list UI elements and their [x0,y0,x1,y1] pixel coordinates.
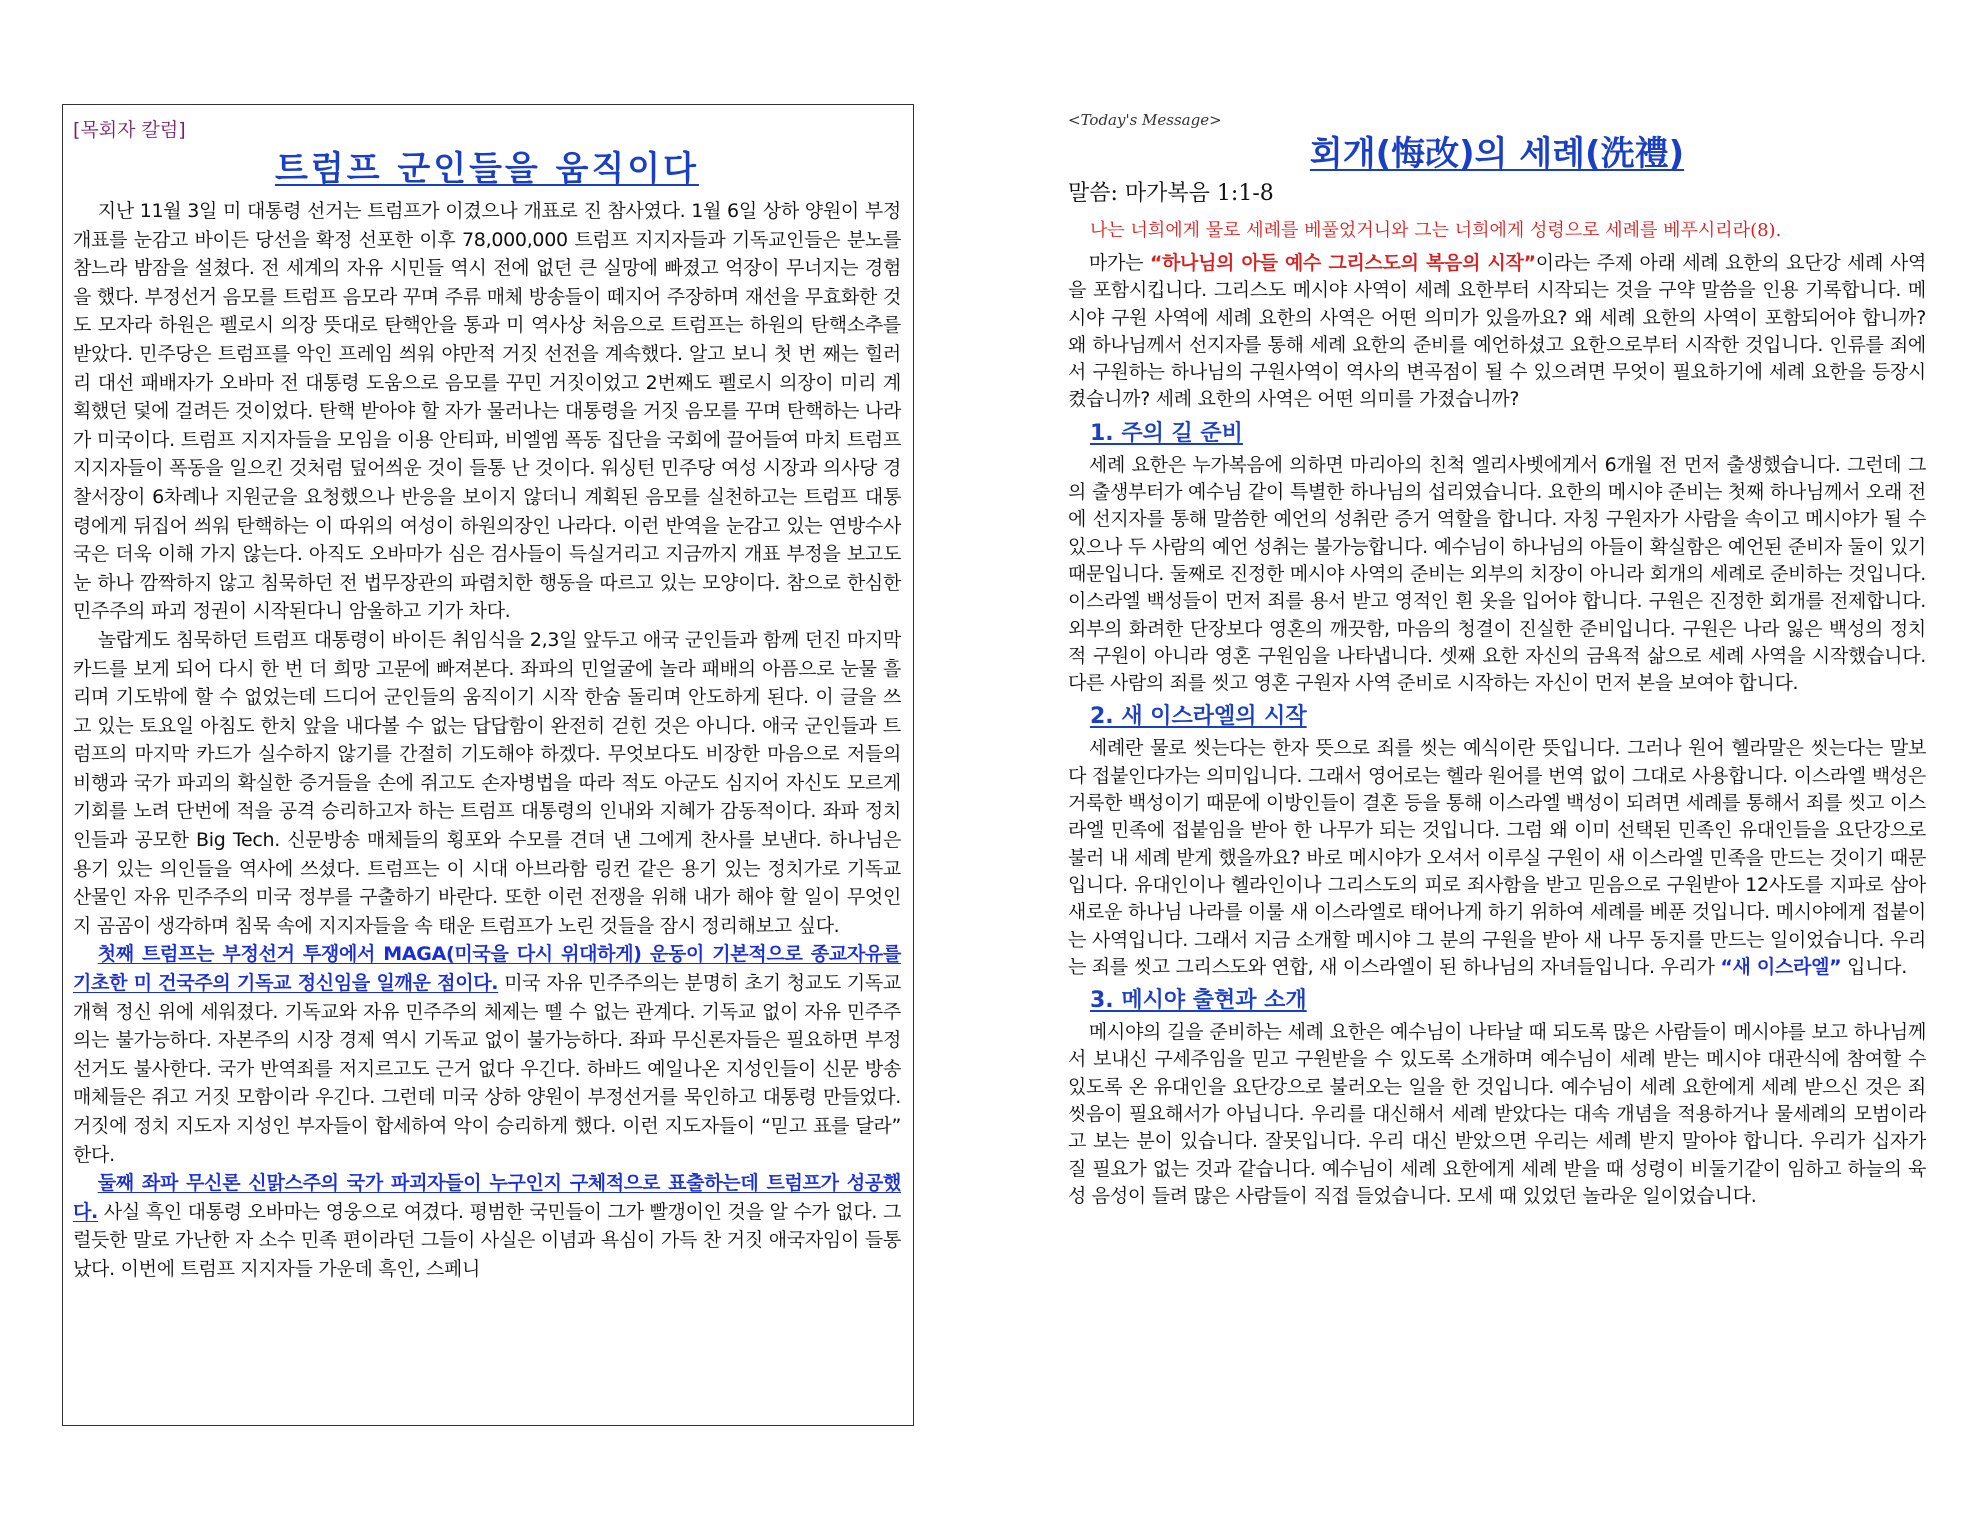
sermon-title: 회개(悔改)의 세례(洗禮) [1309,134,1685,174]
column-tag: [목회자 칼럼] [73,119,186,141]
column-paragraph-2: 놀랍게도 침묵하던 트럼프 대통령이 바이든 취임식을 2,3일 앞두고 애국 군인들과 함께 던진 마지막 카드를 보게 되어 다시 한 번 더 희망 고문에 빠져본다. 좌파의 민얼굴에 놀라 패배의 아픔으로 눈물 흘리며 기도밖에 할 수 없었는데 드디어 군인들의 움직이기 시작 한숨 돌리며 안도하게 된다. 이 글을 쓰고 있는 토요일 아침도 한치 앞을 내다볼 수 없는 답답함이 완전히 걷힌 것은 아니다. 애국 군인들과 트럼프의 마지막 카드가 실수하지 않기를 간절히 기도해야 하겠다. 무엇보다도 비장한 마음으로 저들의 비행과 국가 파괴의 확실한 증거들을 손에 쥐고도 손자병법을 따라 적도 아군도 심지어 자신도 모르게 기회를 노려 단번에 적을 공격 승리하고자 하는 트럼프 대통령의 인내와 지혜가 감동적이다. 좌파 정치인들과 공모한 Big Tech. 신문방송 매체들의 횡포와 수모를 견뎌 낸 그에게 찬사를 보낸다. 하나님은 용기 있는 의인들을 역사에 쓰셨다. 트럼프는 이 시대 아브라함 링컨 같은 용기 있는 정치가로 기독교 산물인 자유 민주주의 미국 정부를 구출하기 바란다. 또한 이런 전쟁을 위해 내가 해야 할 일이 무엇인지 곰곰이 생각하며 침묵 속에 지지자들을 속 태운 트럼프가 노린 것들을 잠시 정리해보고 싶다. [73,628,901,937]
second-point-highlight: 둘째 좌파 무신론 신맑스주의 국가 파괴자들이 누구인지 구체적으로 표출하는데 트럼프가 성공했다. [73,1172,901,1223]
section-3-body: 메시야의 길을 준비하는 세례 요한은 예수님이 나타날 때 되도록 많은 사람들이 메시야를 보고 하나님께서 보내신 구세주임을 믿고 구원받을 수 있도록 소개하며 예수님이 세례 받는 메시야 대관식에 참여할 수 있도록 온 유대인을 요단강으로 불러오는 일을 한 것입니다. 예수님이 세례 요한에게 세례 받으신 것은 죄 씻음이 필요해서가 아닙니다. 우리를 대신해서 세례 받았다는 대속 개념을 적용하거나 물세례의 모범이라고 보는 분이 있습니다. 잘못입니다. 우리 대신 받았으면 우리는 세례 받지 말아야 합니다. 우리가 십자가 질 필요가 없는 것과 같습니다. 예수님이 세례 요한에게 세례 받을 때 성령이 비둘기같이 임하고 하늘의 육성 음성이 들려 많은 사람들이 직접 들었습니다. 모세 때 있었던 놀라운 일이었습니다. [1068,1021,1926,1207]
section-2-text-a: 세례란 물로 씻는다는 한자 뜻으로 죄를 씻는 예식이란 뜻입니다. 그러나 원어 헬라말은 씻는다는 말보다 접붙인다가는 의미입니다. 그래서 영어로는 헬라 원어를 번역 없이 그대로 사용합니다. 이스라엘 백성은 거룩한 백성이기 때문에 이방인들이 결혼 등을 통해 이스라엘 백성이 되려면 세례를 통해서 죄를 씻고 이스라엘 민족에 접붙임을 받아 한 나무가 되는 것입니다. 그럼 왜 이미 선택된 민족인 유대인들을 요단강으로 불러 내 세례 받게 했을까요? 바로 메시야가 오셔서 이루실 구원이 새 이스라엘 민족을 만드는 것이기 때문입니다. 유대인이나 헬라인이나 그리스도의 피로 죄사함을 받고 믿음으로 구원받아 12사도를 지파로 삼아 새로운 하나님 나라를 이룰 새 이스라엘로 태어나게 하기 위하여 세례를 베푼 것입니다. 메시야에게 접붙이는 사역입니다. 그래서 지금 소개할 메시야 그 분의 구원을 받아 새 나무 동지를 만드는 일이었습니다. 우리는 죄를 씻고 그리스도와 연합, 새 이스라엘이 된 하나님의 자녀들입니다. 우리가 [1068,737,1926,978]
column-title: 트럼프 군인들을 움직이다 [275,149,699,189]
first-point-text: 미국 자유 민주주의는 분명히 초기 청교도 기독교 개혁 정신 위에 세워졌다. 기독교와 자유 민주주의 체제는 뗄 수 없는 관계다. 기독교 없이 자유 민주주의는 불가능하다. 자본주의 시장 경제 역시 기독교 없이 불가능하다. 좌파 무신론자들은 필요하면 부정선거도 불사한다. 국가 반역죄를 저지르고도 근거 없다 우긴다. 하바드 예일나온 지성인들이 신문 방송 매체들은 쥐고 거짓 모함이라 우긴다. 그런데 미국 상하 양원이 부정선거를 묵인하고 대통령 만들었다. 거짓에 정치 지도자 지성인 부자들이 합세하여 악이 승리하게 했다. 이런 지도자들이 “믿고 표를 달라” 한다. [73,972,901,1166]
second-point-text: 사실 흑인 대통령 오바마는 영웅으로 여겼다. 평범한 국민들이 그가 빨갱이인 것을 알 수가 없다. 그럴듯한 말로 가난한 자 소수 민족 편이라던 그들이 사실은 이념과 욕심이 가득 찬 거짓 애국자임이 들통 났다. 이번에 트럼프 지지자들 가운데 흑인, 스페니 [73,1200,901,1280]
section-3-heading: 3. 메시야 출현과 소개 [1090,988,1307,1014]
scripture-reference: 말씀: 마가복음 1:1-8 [1068,181,1274,206]
section-2-body [1068,735,1926,981]
intro-highlight: “하나님의 아들 예수 그리스도의 복음의 시작” [1149,252,1536,274]
column-paragraph-3 [73,940,901,1169]
column-paragraph-1: 지난 11월 3일 미 대통령 선거는 트럼프가 이겼으나 개표로 진 참사였다. 1월 6일 상하 양원이 부정개표를 눈감고 바이든 당선을 확정 선포한 이후 78,000,000 트럼프 지지자들과 기독교인들은 분노를 참느라 밤잠을 설쳤다. 전 세계의 자유 시민들 역시 전에 없던 큰 실망에 빠졌고 억장이 무너지는 경험을 했다. 부정선거 음모를 트럼프 음모라 꾸며 주류 매체 방송들이 떼지어 주장하며 재선을 무효화한 것도 모자라 하원은 펠로시 의장 뜻대로 탄핵안을 통과 미 역사상 처음으로 트럼프는 하원의 탄핵소추를 받았다. 민주당은 트럼프를 악인 프레임 씌워 야만적 거짓 선전을 계속했다. 알고 보니 첫 번 째는 힐러리 대선 패배자가 오바마 전 대통령 도움으로 음모를 꾸민 거짓이었고 2번째도 펠로시 의장이 미리 계획했던 덫에 걸려든 것이었다. 탄핵 받아야 할 자가 물러나는 대통령을 거짓 음모를 꾸며 탄핵하는 나라가 미국이다. 트럼프 지지자들을 모임을 이용 안티파, 비엘엠 폭동 집단을 국회에 끌어들여 마치 트럼프 지지자들이 폭동을 일으킨 것처럼 덮어씌운 것이 들통 난 것이다. 워싱턴 민주당 여성 시장과 의사당 경찰서장이 6차례나 지원군을 요청했으나 반응을 보이지 않더니 계획된 음모를 실천하고는 트럼프 대통령에게 뒤집어 씌워 탄핵하는 이 따위의 여성이 하원의장인 나라다. 이런 반역을 눈감고 있는 연방수사국은 더욱 이해 가지 않는다. 아직도 오바마가 심은 검사들이 득실거리고 지금까지 개표 부정을 보고도 눈 하나 깜짝하지 않고 침묵하던 전 법무장관의 파렴치한 행동을 따르고 있는 모양이다. 참으로 한심한 민주주의 파괴 정권이 시작된다니 암울하고 기가 차다. [73,200,901,623]
todays-message [1068,110,1926,1440]
message-tag: <Today's Message> [1068,111,1222,129]
first-point-highlight: 첫째 트럼프는 부정선거 투쟁에서 MAGA(미국을 다시 위대하게) 운동이 기본적으로 종교자유를 기초한 미 건국주의 기독교 정신임을 일깨운 점이다. [73,943,901,995]
section-1-body: 세례 요한은 누가복음에 의하면 마리아의 친척 엘리사벳에게서 6개월 전 먼저 출생했습니다. 그런데 그의 출생부터가 예수님 같이 특별한 하나님의 섭리였습니다. 요한의 메시야 준비는 첫째 하나님께서 오래 전에 선지자를 통해 말씀한 예언의 성취란 증거 역할을 합니다. 자칭 구원자가 사람을 속이고 메시야가 될 수 있으나 두 사람의 예언 성취는 불가능합니다. 예수님이 하나님의 아들이 확실함은 예언된 준비자 둘이 있기 때문입니다. 둘째로 진정한 메시야 사역의 준비는 외부의 치장이 아니라 회개의 세례로 준비하는 것입니다. 이스라엘 백성들이 먼저 죄를 용서 받고 영적인 흰 옷을 입어야 합니다. 구원은 진정한 회개를 전제합니다. 외부의 화려한 단장보다 영혼의 깨끗함, 마음의 청결이 진실한 준비입니다. 구원은 나라 잃은 백성의 정치적 구원이 아니라 영혼 구원임을 나타냅니다. 셋째 요한 자신의 금욕적 삶으로 세례 사역을 시작했습니다. 다른 사람의 죄를 씻고 영혼 구원자 사역 준비로 시작하는 자신이 먼저 본을 보여야 합니다. [1068,453,1926,695]
section-2-text-b: 입니다. [1841,955,1907,978]
sermon-intro [1068,250,1926,414]
new-israel-highlight: “새 이스라엘” [1720,955,1842,978]
intro-lead: 마가는 [1088,252,1150,274]
column-paragraph-4 [73,1169,901,1283]
section-2-heading: 2. 새 이스라엘의 시작 [1090,704,1307,730]
intro-body: 이라는 주제 아래 세례 요한의 요단강 세례 사역을 포함시킵니다. 그리스도 메시야 사역이 세례 요한부터 시작되는 것을 구약 말씀을 인용 기록합니다. 메시야 구원 사역에 세례 요한의 사역은 어떤 의미가 있을까요? 왜 세례 요한의 사역이 포함되어야 합니까? 왜 하나님께서 선지자를 통해 세례 요한의 준비를 예언하셨고 요한으로부터 시작한 것입니다. 인류를 죄에서 구원하는 하나님의 구원사역이 역사의 변곡점이 될 수 있으려면 무엇이 필요하기에 세례 요한을 등장시켰습니까? 세례 요한의 사역은 어떤 의미를 가졌습니까? [1068,252,1926,411]
key-verse: 나는 너희에게 물로 세례를 베풀었거니와 그는 너희에게 성령으로 세례를 베푸시리라(8). [1090,220,1782,241]
section-1-heading: 1. 주의 길 준비 [1090,420,1243,446]
pastor-column [62,104,914,1426]
